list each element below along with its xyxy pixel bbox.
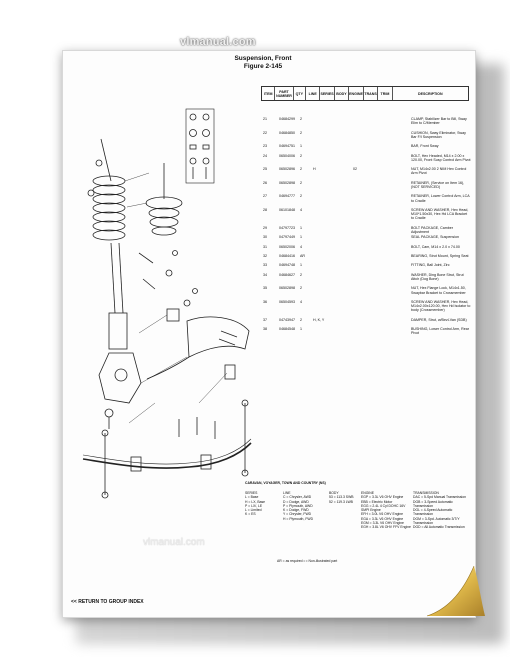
cell-part: 06502898 [279, 286, 295, 291]
cell-part: 06504593 [279, 300, 295, 304]
legend-item: EGA = 3.3L V6 OHV Engine [361, 516, 404, 521]
sway-bar [83, 400, 251, 498]
cell-part: 04684627 [279, 272, 295, 277]
legend-item: 53 = 113.3 SWB [329, 495, 354, 500]
cell-qty: 2 [300, 317, 302, 322]
suspension-exploded-diagram [69, 103, 261, 503]
cell-item: 30 [263, 235, 267, 240]
cell-part: 04694751 [279, 144, 295, 149]
col-header-9: DESCRIPTION [418, 91, 443, 96]
cell-line: H, K, Y [313, 317, 325, 322]
cell-engine: 02 [353, 167, 357, 172]
cell-qty: 2 [300, 153, 302, 158]
cell-desc: BOLT, Hex Headed, M14 x 2.00 x 120.00, Front Susp Control Arm Pivot [411, 153, 471, 162]
legend-item: EGM = 3.3L V6 OHV Engine [361, 521, 404, 526]
legend-item: DGB = 3-Speed Automatic Transmission [413, 499, 453, 508]
cell-item: 34 [263, 272, 267, 277]
legend-item: EBB = Electric Motor [361, 499, 393, 504]
cell-desc: WASHER, Ding Bone Strut, Strut Attch (Dog Bone) [411, 272, 464, 281]
footnote: AR = as required • = Non-illustrated part [277, 559, 338, 563]
cell-part: 04797449 [279, 235, 295, 240]
legend-title: CARAVAN, VOYAGER, TOWN AND COUNTRY (NS) [245, 481, 326, 485]
cell-qty: 1 [300, 144, 302, 149]
code-legend [245, 481, 471, 530]
cell-desc: SCREW AND WASHER, Hex Head, M10*1.50x30, Hex Hd LCA Bracket to Cradle [411, 208, 469, 221]
legend-item: EGH = 3.8L V6 OHV FFV Engine [361, 525, 411, 530]
cell-desc: SCREW AND WASHER, Hex Head, M14x2.00x120.00, Hex Hd Isolator to body (Crossmember) [411, 300, 471, 313]
fastener-icons [190, 114, 210, 179]
cell-desc: BOLT, Cam, M14 x 2.0 x 74.00 [411, 244, 460, 249]
col-header-2: QTY [294, 87, 306, 100]
legend-item: EGP = 3.3L V6 OHV Engine [361, 495, 404, 500]
cell-item: 38 [263, 327, 267, 332]
cell-item: 23 [263, 144, 267, 149]
col-header-6: ENGINE [349, 87, 364, 100]
cell-qty: 4 [300, 300, 302, 304]
cell-part: 04797723 [279, 225, 295, 230]
legend-item: EGG = 2.4L 4 Cyl DOHC 16V SMPI Engine [361, 503, 406, 513]
cell-qty: 2 [300, 286, 302, 291]
legend-item: H = LX, Base [245, 499, 266, 504]
col-header-5: BODY [335, 87, 349, 100]
legend-item: P = Plymouth, AWD [283, 503, 313, 508]
cell-item: 36 [263, 300, 267, 304]
cell-part: 04743947 [279, 317, 295, 322]
cell-item: 28 [263, 208, 267, 212]
cell-qty: 4 [300, 208, 302, 212]
cell-item: 27 [263, 194, 267, 199]
cell-line: H [313, 167, 316, 172]
legend-item: DGL = 4-Speed Automatic Transmission [413, 508, 453, 517]
legend-item: H = Plymouth, FWD [283, 516, 314, 521]
cell-desc: RETAINER, Lower Control Arm, LCA to Cradle [411, 194, 470, 203]
legend-column [245, 491, 285, 517]
legend-column [413, 491, 471, 530]
cell-qty: 1 [300, 235, 302, 240]
cell-part: 06502006 [279, 244, 295, 249]
legend-item: 52 = 119.3 LWB [329, 499, 353, 504]
cell-item: 22 [263, 130, 267, 135]
cell-desc: SEAL PACKAGE, Suspension [411, 235, 459, 240]
legend-item: C = Chrysler, AWD [283, 495, 312, 500]
cell-desc: RETAINER, (Service on Item 16), (NOT SERVICED) [411, 180, 465, 189]
cell-part: 04684299 [279, 117, 295, 121]
cell-desc: BEARING, Strut Mount, Spring Seat [411, 254, 469, 258]
legend-column-head: BODY [329, 491, 339, 495]
cell-qty: 4 [300, 244, 302, 249]
steering-knuckle [99, 353, 141, 429]
cell-part: 04684850 [279, 130, 295, 135]
cell-qty: 1 [300, 327, 302, 332]
strut-damper [88, 139, 127, 349]
cell-desc: DAMPER, Strut, w/Bezl-Van (SDB) [411, 317, 467, 322]
legend-item: L = Limited [245, 508, 262, 513]
cell-desc: BUSHING, Lower Control Arm, Rear Pivot [411, 327, 469, 336]
cell-qty: 2 [300, 117, 302, 121]
cell-part: 06502898 [279, 180, 295, 185]
legend-item: DGD = All Automatic Transmission [413, 525, 465, 530]
cell-part: 06502896 [279, 167, 295, 172]
page-curl-icon [427, 566, 487, 620]
cell-item: 29 [263, 225, 267, 230]
cell-item: 33 [263, 263, 267, 268]
col-header-1: PART NUMBER [275, 87, 293, 100]
legend-item: K = Dodge, FWD [283, 508, 309, 513]
legend-item: EFH = 3.0L V6 OHV Engine [361, 512, 403, 517]
cell-item: 24 [263, 153, 267, 158]
legend-item: Y = Chrysler, FWD [283, 512, 312, 517]
legend-column [283, 491, 323, 521]
cell-part: 06101848 [279, 208, 295, 212]
figure-title-line1: Suspension, Front [234, 55, 292, 62]
cell-desc: BAR, Front Sway [411, 144, 439, 149]
cell-item: 31 [263, 244, 267, 249]
legend-item: L = Base [245, 495, 259, 500]
cell-qty: 2 [300, 272, 302, 277]
strut-mount [146, 163, 182, 235]
cell-qty: 2 [300, 194, 302, 199]
parts-table-header [261, 86, 469, 101]
col-header-0: ITEM [262, 87, 275, 100]
coil-spring [93, 176, 125, 240]
lower-control-arm [147, 317, 249, 379]
figure-title-line2: Figure 2-145 [243, 63, 283, 70]
cell-item: 35 [263, 286, 267, 291]
legend-item: P = LX/, LE [245, 503, 263, 508]
cell-part: 04694777 [279, 194, 295, 199]
cell-desc: NUT, M14x2.00 2 NIM Hex Control Arm Pivot [411, 167, 467, 176]
leader-lines [125, 173, 227, 423]
small-parts [139, 251, 235, 380]
cell-qty: 2 [300, 130, 302, 135]
document-page [62, 50, 476, 618]
cell-part: 04684416 [279, 254, 295, 258]
legend-item: D = Dodge, AWD [283, 499, 309, 504]
cell-qty: AR [300, 254, 305, 258]
legend-column-head: TRANSMISSION [413, 491, 439, 495]
site-watermark: vlmanual.com [180, 36, 256, 48]
cell-desc: CUSHION, Sway Eliminator, Sway Bar F/I Suspension [411, 130, 466, 139]
cell-item: 21 [263, 117, 267, 121]
legend-column-head: LINE [283, 491, 291, 495]
cell-item: 25 [263, 167, 267, 172]
cell-desc: CLAMP, Stabilizer Bar to Bill, Sway Elim to C/Member [411, 117, 467, 126]
cell-desc: BOLT PACKAGE, Camber Adjustment [411, 225, 453, 234]
cell-item: 32 [263, 254, 267, 258]
cell-desc: NUT, Hex Flange Lock, M14x1.50, Swaybar Bracket to Crossmember [411, 286, 466, 295]
cell-qty: 2 [300, 167, 302, 172]
cell-qty: 1 [300, 263, 302, 268]
footer-watermark: vlmanual.com [143, 537, 205, 548]
cell-item: 37 [263, 317, 267, 322]
return-to-group-index-link[interactable]: << RETURN TO GROUP INDEX [71, 599, 144, 605]
col-header-3: LINE [306, 87, 320, 100]
legend-column-head: ENGINE [361, 491, 374, 495]
cell-qty: 1 [300, 225, 302, 230]
legend-item: DGM = 3-Spd. Automatic 3/T/Y Transmission [413, 516, 460, 526]
col-header-7: TRANS [364, 87, 378, 100]
cell-qty: 2 [300, 180, 302, 185]
legend-item: DAC = 5-Spd Manual Transmission [413, 495, 467, 500]
col-header-4: SERIES [320, 87, 334, 100]
legend-item: K = ES [245, 512, 256, 517]
cell-part: 04694748 [279, 263, 295, 268]
cell-part: 04684548 [279, 327, 295, 332]
cell-desc: FITTING, Ball Joint, Zirc [411, 263, 450, 268]
figure-title [213, 55, 313, 71]
legend-column-head: SERIES [245, 491, 258, 495]
cell-item: 26 [263, 180, 267, 185]
legend-column [361, 491, 413, 530]
col-header-8: TRIM [378, 87, 392, 100]
cell-part: 06504006 [279, 153, 295, 158]
